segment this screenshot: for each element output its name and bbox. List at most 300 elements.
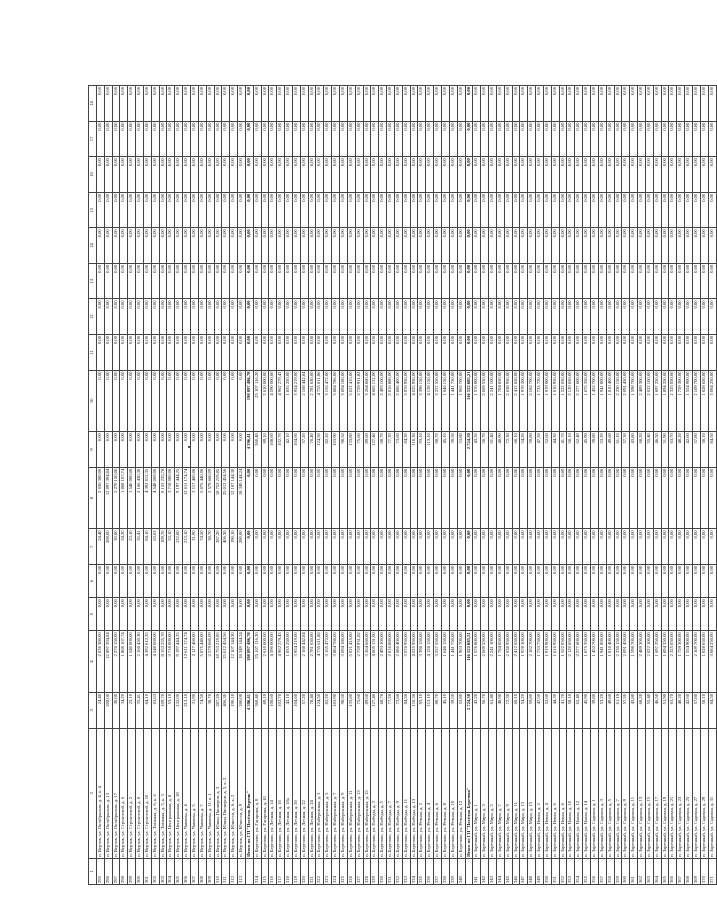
value-cell: 0,00 [606,467,614,529]
value-cell: 0,00 [591,598,599,631]
column-number-17: 17 [89,121,97,157]
value-cell: 0,00 [347,192,355,228]
table-row [269,86,277,885]
value-cell: 3 694 180,00 [340,631,348,693]
value-cell: 0,00 [692,334,700,370]
column-number-12: 12 [89,299,97,335]
value-cell: 0,00 [489,564,497,597]
value-cell: 0,00 [159,86,167,122]
value-cell: 4 755 611,86 [316,631,324,693]
value-cell: 0,00 [645,263,653,299]
value-cell: 0,00 [426,86,434,122]
address-cell: п. Вертик, ул. Октябрьская, д. 4, к. 4 [96,728,104,858]
address-cell: п. Заречный, ул. Новая, д. 8 [559,728,567,858]
value-cell: 0,00 [245,121,253,157]
address-cell: п. Заречный, ул. Садовая, д. 15 [645,728,653,858]
value-cell: 0,00 [112,192,120,228]
value-cell: 0,00 [410,598,418,631]
value-cell: 287,20 [214,529,222,565]
value-cell: 42,10 [285,692,293,728]
value-cell: 39,50 [449,432,457,468]
value-cell: 360,40 [253,432,261,468]
value-cell: 0,00 [355,564,363,597]
value-cell: 24,40 [96,529,104,565]
value-cell: 0,00 [363,121,371,157]
value-cell: 0,00 [591,467,599,529]
address-cell: п. Березово, ул. Лесная, д. 22 [300,728,308,858]
value-cell: 0,00 [551,263,559,299]
row-number-cell: 349 [536,858,544,884]
table-row [567,86,575,885]
value-cell: 0,00 [426,121,434,157]
value-cell: 0,00 [512,334,520,370]
value-cell: 0,00 [300,334,308,370]
value-cell: 0,00 [473,86,481,122]
value-cell: 24,40 [96,692,104,728]
value-cell: 0,00 [410,467,418,529]
value-cell: 0,00 [300,299,308,335]
value-cell: 0,00 [269,192,277,228]
row-number-cell: 370 [700,858,708,884]
row-number-cell: 351 [551,858,559,884]
value-cell: 2 036 380,00 [96,631,104,693]
value-cell: 0,00 [253,86,261,122]
value-cell: 0,00 [379,564,387,597]
value-cell: 0,00 [104,157,112,193]
value-cell: 0,00 [591,192,599,228]
value-cell: 0,00 [575,467,583,529]
address-cell: п. Заречный, ул. Садовая, д. 9 [622,728,630,858]
value-cell: 104,60 [292,432,300,468]
value-cell: 0,00 [120,598,128,631]
table-row [379,86,387,885]
address-cell: п. Вертик, ул. Строителей, д. 2 [128,728,136,858]
value-cell: 0,00 [300,467,308,529]
value-cell: 0,00 [653,192,661,228]
table-row [143,86,151,885]
value-cell: 44,30 [551,692,559,728]
value-cell: 2 270 150,00 [112,631,120,693]
value-cell: 0,00 [622,86,630,122]
value-cell: 0,00 [426,529,434,565]
value-cell: 0,00 [520,263,528,299]
value-cell: 0,00 [551,121,559,157]
value-cell: 0,00 [355,192,363,228]
value-cell: 0,00 [559,529,567,565]
value-cell: 0,00 [504,263,512,299]
value-cell: 2 325 050,00 [669,631,677,693]
table-row [481,86,489,885]
value-cell: 0,00 [394,228,402,264]
value-cell: 0,00 [559,228,567,264]
value-cell: 0,00 [677,157,685,193]
value-cell: 1 978 300,00 [520,631,528,693]
value-cell: 12 611 174,74 [183,467,191,529]
value-cell: 0,00 [559,598,567,631]
value-cell: 0,00 [120,564,128,597]
value-cell: 0,00 [136,598,144,631]
subtotal-row [245,86,253,885]
value-cell: 1 646 150,00 [441,370,449,432]
value-cell: 0,00 [332,467,340,529]
value-cell: 0,00 [175,432,183,468]
value-cell: 0,00 [434,192,442,228]
value-cell: 61,10 [614,432,622,468]
value-cell: 0,00 [269,121,277,157]
value-cell: 0,00 [512,263,520,299]
value-cell: 406,30 [222,529,230,565]
value-cell: 45,10 [441,692,449,728]
value-cell: 116 522 685,21 [465,631,473,693]
value-cell: 0,00 [96,598,104,631]
value-cell: 0,00 [190,370,198,432]
value-cell: 0,00 [567,86,575,122]
value-cell: 0,00 [426,334,434,370]
value-cell: 58,10 [567,692,575,728]
value-cell: 0,00 [136,370,144,432]
value-cell: 213,10 [183,692,191,728]
table-row [355,86,363,885]
value-cell: 0,00 [371,598,379,631]
value-cell: 0,00 [355,121,363,157]
value-cell: 0,00 [559,157,567,193]
value-cell: 0,00 [426,598,434,631]
value-cell: 0,00 [418,121,426,157]
value-cell: 0,00 [614,529,622,565]
value-cell: 12 611 174,74 [183,631,191,693]
row-number-cell: 302 [151,858,159,884]
value-cell: 0,00 [190,564,198,597]
value-cell: 0,00 [253,121,261,157]
value-cell: 0,00 [300,263,308,299]
value-cell: 0,00 [151,121,159,157]
value-cell: 0,00 [340,86,348,122]
value-cell: 0,00 [473,598,481,631]
value-cell: 0,00 [253,299,261,335]
value-cell: 0,00 [136,299,144,335]
value-cell: 0,00 [512,598,520,631]
address-cell: п. Заречный, ул. Садовая, д. 27 [692,728,700,858]
value-cell: 0,00 [622,157,630,193]
value-cell: 0,00 [504,299,512,335]
value-cell: 0,00 [614,157,622,193]
value-cell: 0,00 [394,263,402,299]
value-cell: 0,00 [238,157,246,193]
value-cell: 0,00 [449,334,457,370]
value-cell: 59,80 [528,692,536,728]
address-cell: п. Заречный, ул. Садовая, д. 31 [708,728,716,858]
address-cell: п. Заречный, ул. Садовая, д. 3 [598,728,606,858]
value-cell: 0,00 [363,467,371,529]
value-cell: 0,00 [528,157,536,193]
value-cell: 0,00 [543,86,551,122]
value-cell: 0,00 [567,334,575,370]
value-cell: 0,00 [496,86,504,122]
address-cell: п. Заречный, ул. Садовая, д. 21 [669,728,677,858]
address-cell: п. Заречный, ул. Садовая, д. 5 [606,728,614,858]
value-cell: 63,70 [669,692,677,728]
value-cell: 0,00 [394,86,402,122]
table-row [402,86,410,885]
value-cell: 0,00 [387,86,395,122]
row-number-cell: 331 [387,858,395,884]
value-cell: 0,00 [198,299,206,335]
value-cell: 1 522 050,00 [559,631,567,693]
value-cell: 0,00 [606,529,614,565]
value-cell: 0,00 [504,192,512,228]
row-number-cell: 355 [583,858,591,884]
value-cell: 0,00 [520,334,528,370]
value-cell: 0,00 [567,228,575,264]
value-cell: 0,00 [559,86,567,122]
value-cell: 0,00 [190,334,198,370]
value-cell: 0,00 [136,192,144,228]
value-cell: 0,00 [104,370,112,432]
value-cell: 0,00 [316,564,324,597]
value-cell: 0,00 [104,564,112,597]
value-cell: 0,00 [614,228,622,264]
value-cell: 0,00 [567,467,575,529]
table-row [512,86,520,885]
value-cell: 4 396,41 [245,432,253,468]
value-cell: 0,00 [245,564,253,597]
value-cell: 0,00 [379,467,387,529]
value-cell: 0,00 [567,598,575,631]
value-cell: 0,00 [198,86,206,122]
value-cell: 0,00 [206,86,214,122]
value-cell: 0,00 [206,121,214,157]
value-cell: 1 784 850,00 [496,370,504,432]
value-cell: 5 021 415,00 [347,370,355,432]
value-cell: 0,00 [434,529,442,565]
value-cell: 103,90 [332,432,340,468]
value-cell: 0,00 [379,598,387,631]
value-cell: 0,00 [434,598,442,631]
value-cell: 0,00 [536,228,544,264]
value-cell: 0,00 [285,467,293,529]
value-cell: 0,00 [520,86,528,122]
value-cell: 49,60 [606,432,614,468]
value-cell: 0,00 [175,157,183,193]
value-cell: 0,00 [190,432,198,468]
value-cell: 0,00 [261,263,269,299]
table-row [708,86,716,885]
value-cell: 0,00 [606,228,614,264]
value-cell: 84,50 [708,432,716,468]
value-cell: 0,00 [292,529,300,565]
value-cell: 198 097 486,78 [245,631,253,693]
value-cell: 0,00 [198,370,206,432]
value-cell: 0,00 [614,598,622,631]
value-cell: 0,00 [394,334,402,370]
value-cell: 0,00 [583,192,591,228]
value-cell: 34,20 [120,529,128,565]
value-cell: 0,00 [481,157,489,193]
value-cell: 1 452 700,00 [591,631,599,693]
value-cell: 0,00 [96,370,104,432]
value-cell: 0,00 [598,529,606,565]
value-cell: 2 120 650,00 [567,370,575,432]
value-cell: 0,00 [528,192,536,228]
value-cell: 0,00 [104,598,112,631]
value-cell: 0,00 [575,263,583,299]
value-cell: 1 835 250,00 [285,631,293,693]
value-cell: 0,00 [669,192,677,228]
value-cell: 0,00 [489,334,497,370]
value-cell: 0,00 [591,564,599,597]
value-cell: 0,00 [387,564,395,597]
value-cell: 0,00 [316,263,324,299]
value-cell: 102,70 [277,692,285,728]
value-cell: 0,00 [457,228,465,264]
value-cell: 0,00 [536,263,544,299]
value-cell: 0,00 [606,121,614,157]
value-cell: 0,00 [371,529,379,565]
value-cell: 3 884 786,06 [332,370,340,432]
value-cell: 0,00 [183,370,191,432]
value-cell: 0,00 [638,157,646,193]
value-cell: 0,00 [410,228,418,264]
value-cell: 0,00 [128,86,136,122]
value-cell: 0,00 [324,299,332,335]
value-cell: 0,00 [441,564,449,597]
value-cell: 0,00 [638,228,646,264]
value-cell: 2 816 880,00 [387,631,395,693]
value-cell: 2 759 931,82 [355,370,363,432]
value-cell: 0,00 [120,299,128,335]
value-cell: 0,00 [96,432,104,468]
value-cell: 0,00 [104,432,112,468]
value-cell: 0,00 [700,86,708,122]
value-cell: 0,00 [441,121,449,157]
value-cell: 2 168 442,84 [300,631,308,693]
value-cell: 18 753 219,85 [214,631,222,693]
value-cell: 0,00 [128,228,136,264]
value-cell: 0,00 [598,86,606,122]
address-cell: п. Березово, ул. Победы, д. 7 [387,728,395,858]
value-cell: 0,00 [300,598,308,631]
value-cell: 54,20 [520,432,528,468]
address-cell: Итого по ГП "Посёлок Вертик" [245,728,253,858]
value-cell: 0,00 [151,564,159,597]
value-cell: 0,00 [285,86,293,122]
value-cell: 3 398 150,00 [418,370,426,432]
value-cell: 0,00 [238,263,246,299]
value-cell: 0,00 [449,86,457,122]
value-cell: 0,00 [379,334,387,370]
value-cell: 3 954 219,00 [292,631,300,693]
address-cell: п. Березово, ул. Речная, д. 12 [457,728,465,858]
value-cell: 0,00 [661,598,669,631]
value-cell: 0,00 [136,432,144,468]
value-cell: 0,00 [645,228,653,264]
value-cell: 0,00 [167,334,175,370]
value-cell: 0,00 [238,334,246,370]
value-cell: 0,00 [645,529,653,565]
value-cell: 0,00 [190,192,198,228]
value-cell: 74,50 [198,692,206,728]
value-cell: 0,00 [277,334,285,370]
value-cell: 0,00 [473,467,481,529]
value-cell: 0,00 [394,299,402,335]
value-cell: 0,00 [151,334,159,370]
value-cell: 68,20 [638,432,646,468]
table-row [230,86,238,885]
value-cell: 0,00 [441,157,449,193]
row-number-cell: 324 [332,858,340,884]
column-number-2: 2 [89,728,97,858]
value-cell: 0,00 [708,157,716,193]
value-cell: 0,00 [316,86,324,122]
address-cell: п. Березово, ул. Речная, д. 2 [418,728,426,858]
value-cell: 0,00 [645,467,653,529]
value-cell: 0,00 [481,263,489,299]
value-cell: 0,00 [410,529,418,565]
value-cell: 0,00 [551,86,559,122]
value-cell: 0,00 [606,299,614,335]
value-cell: 0,00 [528,121,536,157]
value-cell: 0,00 [630,299,638,335]
value-cell: 0,00 [379,192,387,228]
address-cell: п. Вертик, ул. Чапаева, д. 4 [183,728,191,858]
table-row [700,86,708,885]
value-cell: 0,00 [120,334,128,370]
value-cell: 0,00 [402,86,410,122]
value-cell: 0,00 [489,192,497,228]
table-row [308,86,316,885]
value-cell: 0,00 [292,121,300,157]
value-cell: 4 392 612,35 [143,467,151,529]
value-cell: 0,00 [481,192,489,228]
value-cell: 0,00 [316,334,324,370]
value-cell: 0,00 [151,192,159,228]
value-cell: 0,00 [387,228,395,264]
value-cell: 0,00 [551,564,559,597]
value-cell: 0,00 [238,192,246,228]
value-cell: 0,00 [457,529,465,565]
value-cell: 0,00 [277,121,285,157]
value-cell: 0,00 [630,192,638,228]
value-cell: 0,00 [159,432,167,468]
value-cell: 34,20 [120,692,128,728]
value-cell: 0,00 [238,432,246,468]
value-cell: 18 349 144,24 [238,631,246,693]
value-cell: 66,10 [512,692,520,728]
value-cell: 124,50 [316,692,324,728]
value-cell: 0,00 [238,228,246,264]
value-cell: 30,00 [112,529,120,565]
address-cell: п. Березово, ул. Речная, д. 10 [449,728,457,858]
address-cell: п. Березово, ул. Набережная, д. 9 [340,728,348,858]
value-cell: 1 441 750,00 [449,631,457,693]
value-cell: 0,00 [481,86,489,122]
row-number-cell: 300 [136,858,144,884]
value-cell: 0,00 [441,467,449,529]
value-cell: 0,00 [543,299,551,335]
value-cell: 2 069 550,00 [481,631,489,693]
value-cell: 0,00 [606,192,614,228]
value-cell: 0,00 [324,121,332,157]
table-row [434,86,442,885]
value-cell: 2 091 450,00 [622,631,630,693]
value-cell: 0,00 [222,192,230,228]
address-cell: п. Вертик, ул. Юности, д. 9 [238,728,246,858]
value-cell: 0,00 [559,334,567,370]
value-cell: 0,00 [536,598,544,631]
value-cell: 0,00 [598,157,606,193]
value-cell: 84,50 [708,692,716,728]
value-cell: 84,10 [143,692,151,728]
